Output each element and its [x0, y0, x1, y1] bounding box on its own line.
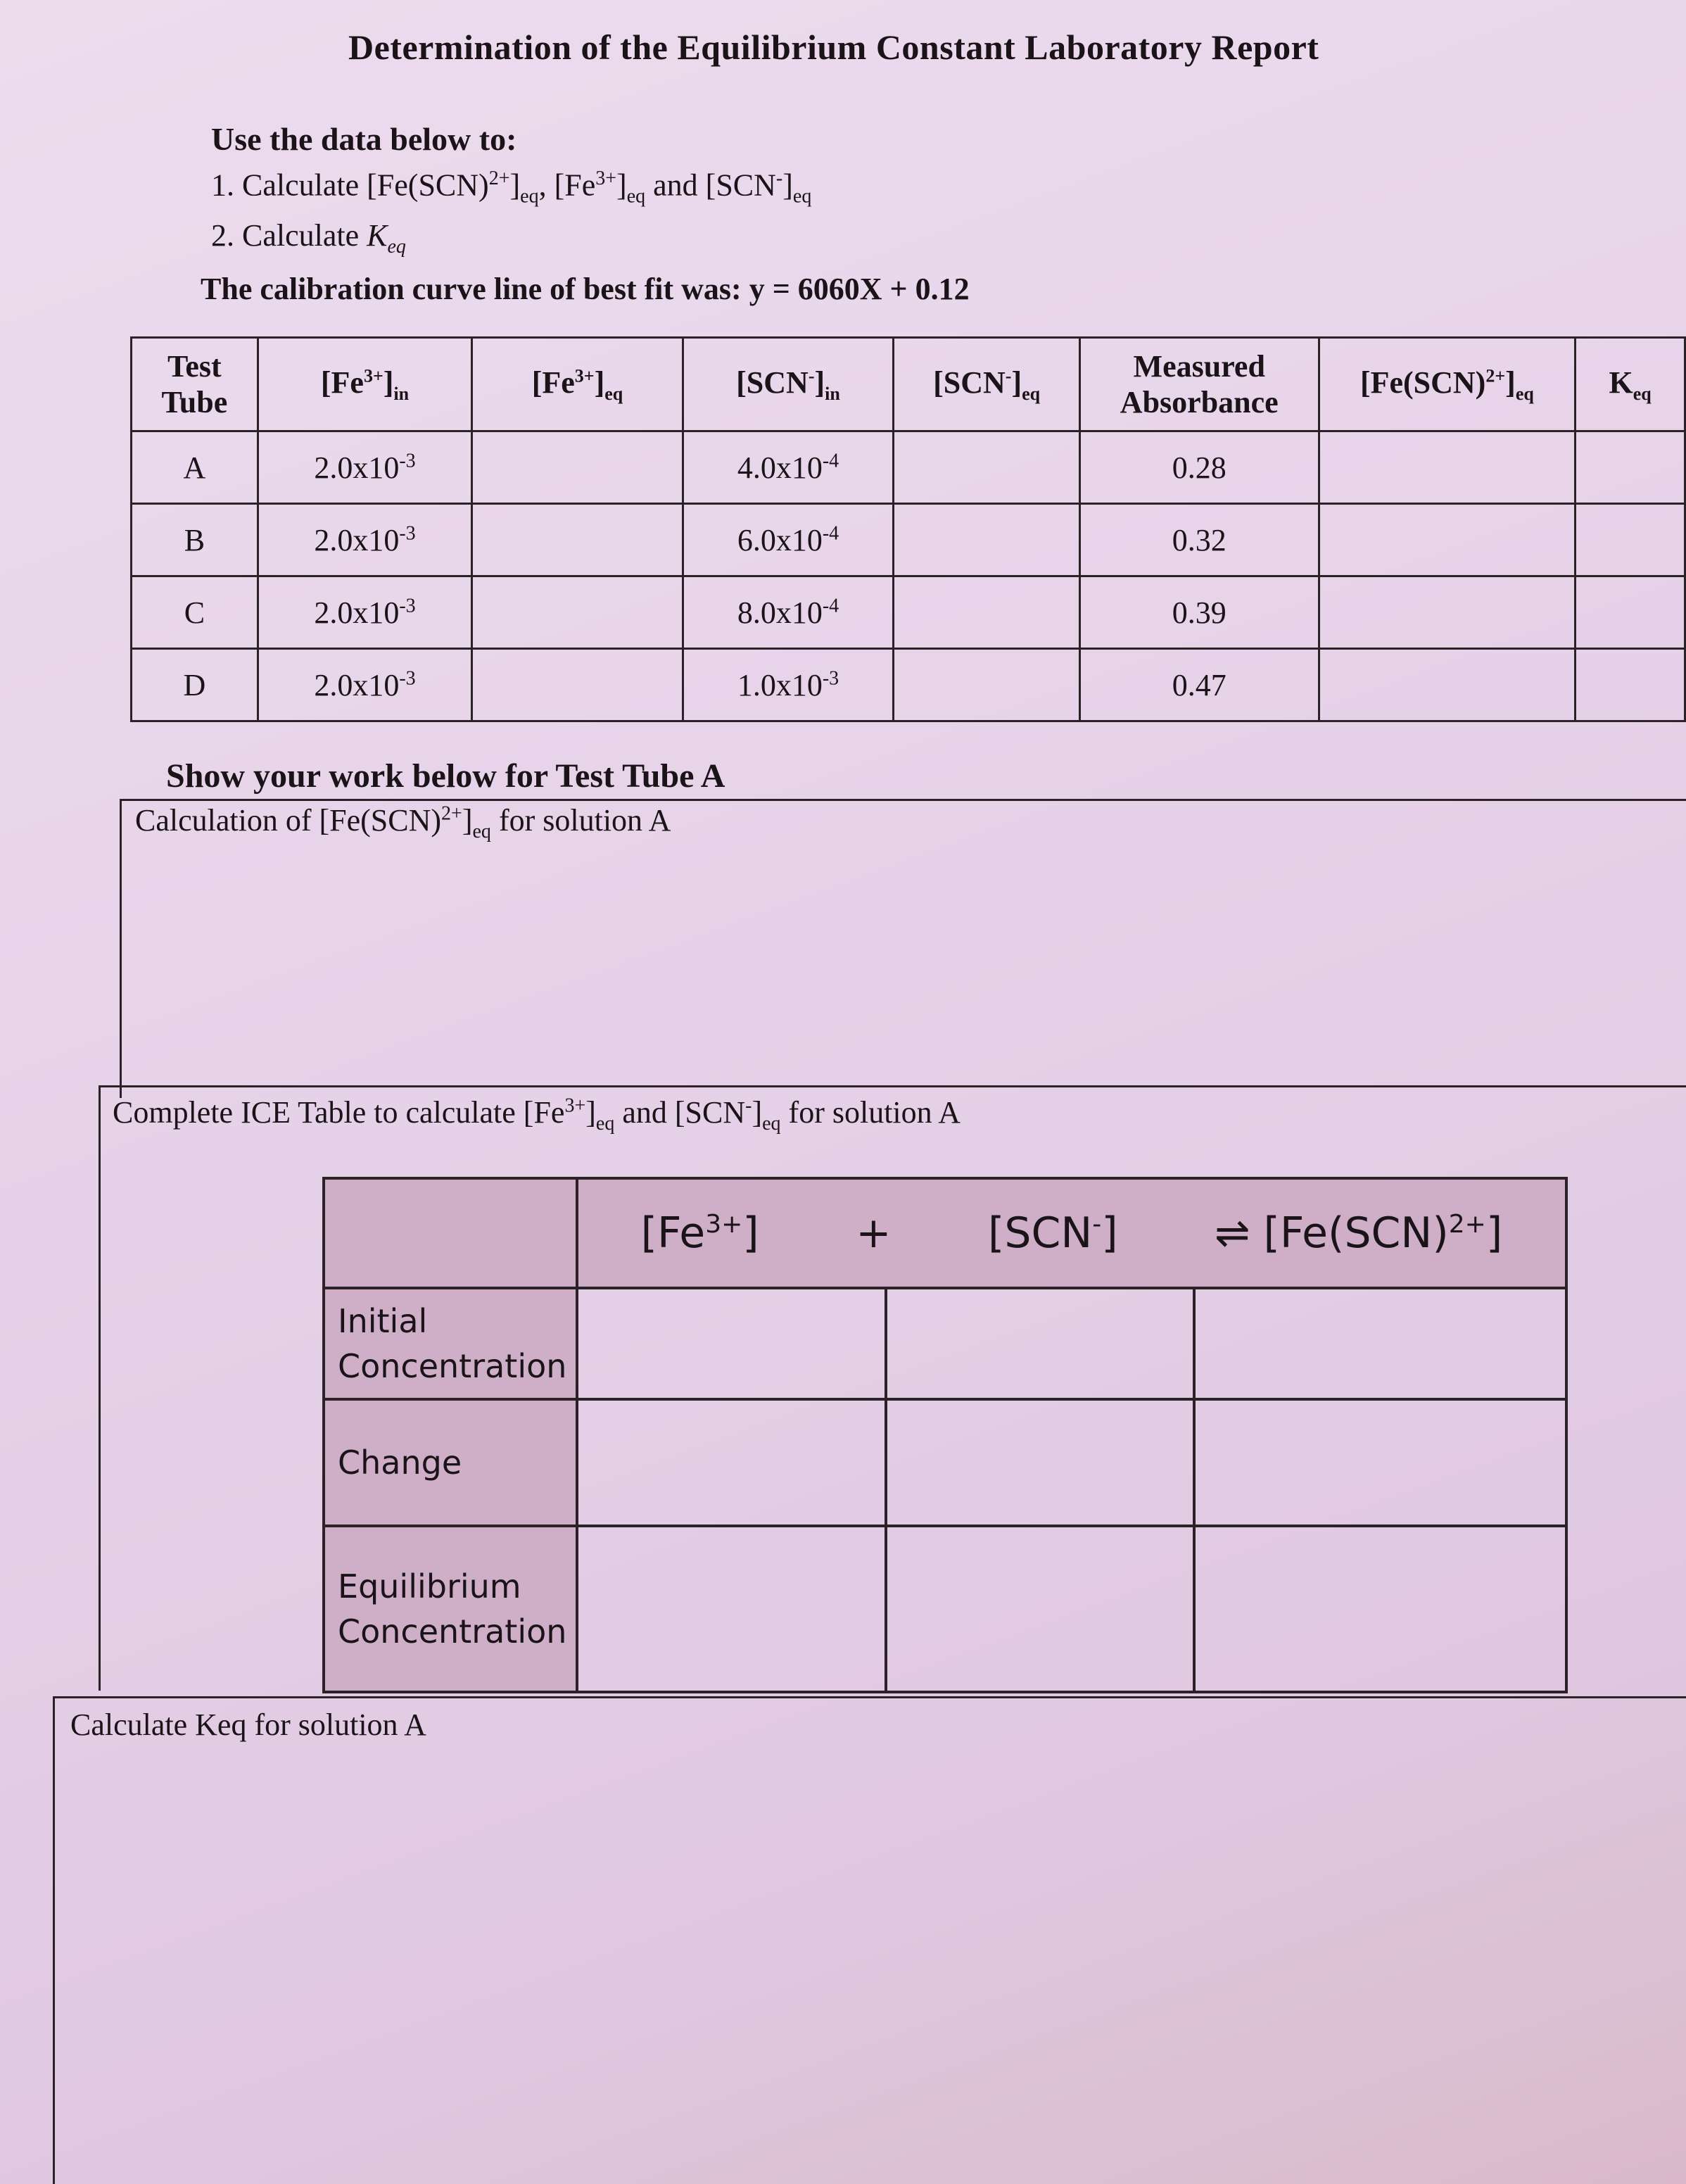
ice-equation-cell — [577, 1178, 1566, 1288]
cell-scn-eq-blank[interactable] — [894, 431, 1080, 504]
ice-row-label: Initial Concentration — [324, 1288, 577, 1399]
ice-cell-blank[interactable] — [577, 1526, 886, 1692]
ice-product: ⇌ [Fe(SCN)$^{2+}$] — [1215, 1208, 1503, 1258]
cell-fe-in: $2.0x10^{-3}$ — [258, 431, 472, 504]
work-heading: Show your work below for Test Tube A — [166, 757, 725, 795]
cell-keq-blank[interactable] — [1576, 576, 1685, 649]
cell-absorbance: 0.39 — [1079, 576, 1319, 649]
ice-cell-blank[interactable] — [1194, 1526, 1566, 1692]
ice-row-label: Equilibrium Concentration — [324, 1526, 577, 1692]
cell-fe-in: $2.0x10^{-3}$ — [258, 649, 472, 721]
cell-keq-blank[interactable] — [1576, 504, 1685, 576]
cell-fe-eq-blank[interactable] — [472, 576, 683, 649]
instruction-item-2: 2. Calculate $K_{eq}$ — [211, 218, 406, 258]
divider — [99, 1085, 1686, 1087]
page-title: Determination of the Equilibrium Constant Laboratory Report — [348, 27, 1319, 67]
cell-scn-in: $1.0x10^{-3}$ — [683, 649, 894, 721]
instruction-item-1: 1. Calculate $[Fe(SCN)^{2+}]_{eq}$, $[Fe^{3+}]_{eq}$ and $[SCN^-]_{eq}$ — [211, 168, 812, 208]
data-table-header-row — [132, 338, 1685, 431]
ice-cell-blank[interactable] — [886, 1288, 1195, 1399]
calc-fescn-answer-area[interactable] — [123, 845, 1678, 1084]
divider — [120, 799, 1686, 801]
ice-cell-blank[interactable] — [1194, 1288, 1566, 1399]
ice-table — [322, 1177, 1568, 1693]
keq-answer-area[interactable] — [56, 1753, 1675, 2168]
cell-scn-eq-blank[interactable] — [894, 504, 1080, 576]
data-table — [130, 336, 1686, 722]
ice-equation — [578, 1208, 1565, 1258]
divider — [53, 1696, 55, 2184]
keq-symbol: K — [367, 218, 388, 253]
table-row — [132, 504, 1685, 576]
ice-cell-blank[interactable] — [577, 1399, 886, 1526]
header-fe-eq: $[Fe^{3+}]_{eq}$ — [472, 338, 683, 431]
cell-absorbance: 0.28 — [1079, 431, 1319, 504]
header-fe-in: $[Fe^{3+}]_{in}$ — [258, 338, 472, 431]
ice-header-row — [324, 1178, 1566, 1288]
cell-fescn-eq-blank[interactable] — [1319, 576, 1576, 649]
divider — [99, 1085, 101, 1691]
cell-fe-eq-blank[interactable] — [472, 431, 683, 504]
header-fescn-eq: $[Fe(SCN)^{2+}]_{eq}$ — [1319, 338, 1576, 431]
ice-cell-blank[interactable] — [886, 1399, 1195, 1526]
cell-tube: B — [132, 504, 258, 576]
cell-scn-eq-blank[interactable] — [894, 649, 1080, 721]
ice-cell-blank[interactable] — [1194, 1399, 1566, 1526]
ice-row-label: Change — [324, 1399, 577, 1526]
cell-fe-eq-blank[interactable] — [472, 504, 683, 576]
ice-plus: + — [856, 1208, 892, 1258]
cell-fescn-eq-blank[interactable] — [1319, 649, 1576, 721]
table-row — [132, 431, 1685, 504]
cell-fescn-eq-blank[interactable] — [1319, 504, 1576, 576]
cell-tube: C — [132, 576, 258, 649]
instructions-heading: Use the data below to: — [211, 121, 517, 157]
ice-label: Complete ICE Table to calculate $[Fe^{3+}]_{eq}$ and $[SCN^-]_{eq}$ for solution A — [113, 1094, 961, 1135]
divider — [120, 799, 122, 1098]
header-keq: $K_{eq}$ — [1576, 338, 1685, 431]
header-scn-in: $[SCN^-]_{in}$ — [683, 338, 894, 431]
cell-tube: A — [132, 431, 258, 504]
cell-keq-blank[interactable] — [1576, 649, 1685, 721]
cell-absorbance: 0.47 — [1079, 649, 1319, 721]
header-scn-eq: $[SCN^-]_{eq}$ — [894, 338, 1080, 431]
ice-reactant-fe: $[Fe^{3+}]$ — [640, 1208, 759, 1258]
cell-scn-in: $6.0x10^{-4}$ — [683, 504, 894, 576]
table-row — [132, 649, 1685, 721]
ice-row-equilibrium — [324, 1526, 1566, 1692]
cell-fe-eq-blank[interactable] — [472, 649, 683, 721]
ice-reactant-scn: [SCN-] — [987, 1208, 1118, 1258]
cell-scn-in: $4.0x10^{-4}$ — [683, 431, 894, 504]
cell-scn-in: $8.0x10^{-4}$ — [683, 576, 894, 649]
cell-tube: D — [132, 649, 258, 721]
cell-keq-blank[interactable] — [1576, 431, 1685, 504]
cell-absorbance: 0.32 — [1079, 504, 1319, 576]
cell-scn-eq-blank[interactable] — [894, 576, 1080, 649]
cell-fe-in: $2.0x10^{-3}$ — [258, 504, 472, 576]
calibration-equation: The calibration curve line of best fit was: y = 6060X + 0.12 — [201, 272, 970, 306]
keq-label: Calculate Keq for solution A — [70, 1708, 426, 1742]
cell-fescn-eq-blank[interactable] — [1319, 431, 1576, 504]
ice-cell-blank[interactable] — [577, 1288, 886, 1399]
ice-row-change — [324, 1399, 1566, 1526]
header-absorbance: Measured Absorbance — [1079, 338, 1319, 431]
cell-fe-in: $2.0x10^{-3}$ — [258, 576, 472, 649]
ice-cell-blank[interactable] — [886, 1526, 1195, 1692]
table-row — [132, 576, 1685, 649]
equilibrium-arrow-icon: ⇌ — [1215, 1208, 1250, 1258]
instructions — [211, 120, 811, 267]
ice-row-initial — [324, 1288, 1566, 1399]
divider — [53, 1696, 1686, 1698]
calc-fescn-label: Calculation of $[Fe(SCN)^{2+}]_{eq}$ for solution A — [135, 802, 671, 842]
ice-corner-cell — [324, 1178, 577, 1288]
header-test-tube: Test Tube — [132, 338, 258, 431]
